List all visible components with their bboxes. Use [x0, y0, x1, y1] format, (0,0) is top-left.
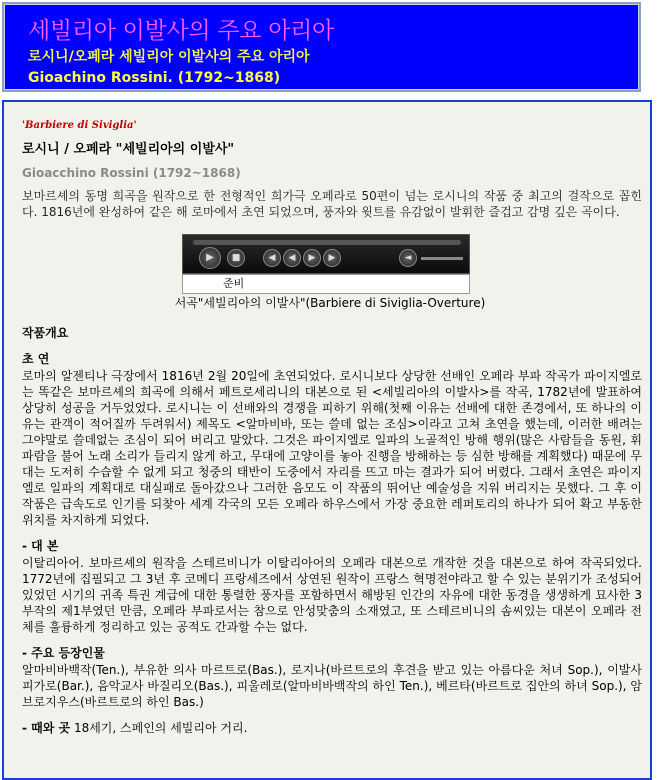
- forward-icon: ▶: [308, 253, 316, 263]
- media-player: [182, 234, 470, 274]
- overview-heading: 작품개요: [22, 326, 69, 340]
- setting-line: [22, 720, 642, 736]
- play-button[interactable]: [199, 247, 221, 269]
- setting-heading: - 때와 곳: [22, 721, 71, 735]
- header-banner: [2, 2, 641, 92]
- volume-icon: ◄: [404, 253, 412, 263]
- prev-icon: ◀: [268, 253, 276, 263]
- premiere-text: 로마의 알젠티나 극장에서 1816년 2월 20일에 초연되었다. 로시니보다 상당한 선배인 오페라 부파 작곡가 파이지엘로는 똑같은 보마르셰의 희곡에 의해서 페트로세리니의 대본으로 된 <세빌리아의 이발사>를 작곡, 1782년에 발표하여 상당히 성공을 거두었었다. 로시니는 이 선배와의 경쟁을 피하기 위해(첫째 이유는 선배에 대한 존경에서, 또 하나의 이유는 관객이 적어질까 두려워서) 제목도 <알마비바, 또는 쓸데 없는 조심>이라고 고쳐 초연을 했는데, 이러한 배려는 그야말로 쓸데없는 조심이 되어 버리고 말았다. 그것은 파이지엘로 일파의 노골적인 방해 행위(많은 사람들을 동원, 휘파람을 불어 노래 소리가 들리지 않게 하고, 무대에 고양이를 놓아 진행을 방해하는 등 심한 방해를 계획했다) 때문에 무대는 도저히 수습할 수 없게 되고 청중의 태반이 도중에서 자리를 뜨고 마는 결과가 되어 버렸다. 그래서 초연은 파이지엘로 일파의 계획대로 대실패로 돌아갔으나 그러한 음모도 이 작품의 뛰어난 예술성을 지워 버리지는 못했다. 그 후 이 작품은 급속도로 인기를 되찾아 세계 각국의 모든 오페라 하우스에서 가장 중요한 레퍼토리의 하나가 되어 확고 부동한 위치를 차지하게 되었다.: [22, 369, 642, 527]
- article-heading: 로시니 / 오페라 "세빌리아의 이발사": [22, 142, 235, 157]
- volume-button[interactable]: [399, 249, 417, 267]
- intro-paragraph: 보마르셰의 동명 희곡을 원작으로 한 전형적인 희가극 오페라로 50편이 넘는 로시니의 작품 중 최고의 걸작으로 꼽힌다. 1816년에 완성하여 같은 해 로마에서 초연 되었으며, 풍자와 윗트를 유감없이 발휘한 즐겁고 감명 깊은 곡이다.: [22, 189, 642, 219]
- characters-heading: - 주요 등장인물: [22, 646, 105, 660]
- next-icon: ▶: [328, 253, 336, 263]
- premiere-heading: 초 연: [22, 352, 50, 366]
- volume-slider[interactable]: [421, 257, 463, 260]
- rewind-icon: ◀: [288, 253, 296, 263]
- setting-text: 18세기, 스페인의 세빌리아 거리.: [70, 721, 248, 735]
- forward-button[interactable]: [303, 249, 321, 267]
- stop-button[interactable]: [227, 249, 245, 267]
- player-status: 준비: [182, 274, 470, 294]
- characters-text: 알마비바백작(Ten.), 부유한 의사 마르트로(Bas.), 로지나(바르트로의 후견을 받고 있는 아름다운 처녀 Sop.), 이발사 피가로(Bar.), 음악교사 바질리오(Bas.), 피울레로(알마비바백작의 하인 Ten.), 베르타(바르트로 집안의 하녀 Sop.), 암브로지우스(바르트로의 하인 Bas.): [22, 663, 642, 709]
- stop-icon: ■: [231, 253, 241, 263]
- libretto-heading: - 대 본: [22, 539, 59, 553]
- english-title: 'Barbiere di Siviglia': [22, 120, 137, 131]
- play-icon: ▶: [206, 252, 214, 263]
- next-button[interactable]: [323, 249, 341, 267]
- player-caption: 서곡"세빌리아의 이발사"(Barbiere di Siviglia-Overture): [174, 296, 486, 310]
- libretto-text: 이탈리아어. 보마르셰의 원작을 스테르비니가 이탈리아어의 오페라 대본으로 개작한 것을 대본으로 하여 작곡되었다. 1772년에 집필되고 그 3년 후 코메디 프랑세즈에서 상연된 원작이 프랑스 혁명전야라고 할 수 있는 분위기가 조성되어 있었던 시기의 귀족 특권 계급에 대한 통렬한 풍자를 포함하면서 해방된 인간의 자유에 대한 동경을 생생하게 묘사한 3부작의 제1부였던 만큼, 오페라 부파로서는 참으로 안성맞춤의 소재였고, 또 스테르비니의 솜씨있는 대본이 오페라 전체를 훌륭하게 정리하고 있는 공적도 간과할 수는 없다.: [22, 556, 642, 634]
- seek-bar[interactable]: [193, 240, 461, 245]
- page-title: 세빌리아 이발사의 주요 아리아: [28, 18, 334, 44]
- composer-line: Gioachino Rossini. (1792~1868): [28, 70, 281, 86]
- rewind-button[interactable]: [283, 249, 301, 267]
- article-composer: Gioacchino Rossini (1792~1868): [22, 166, 241, 180]
- prev-button[interactable]: [263, 249, 281, 267]
- page-subtitle: 로시니/오페라 세빌리아 이발사의 주요 아리아: [28, 49, 310, 65]
- content-panel: [2, 100, 652, 780]
- article: [18, 118, 642, 736]
